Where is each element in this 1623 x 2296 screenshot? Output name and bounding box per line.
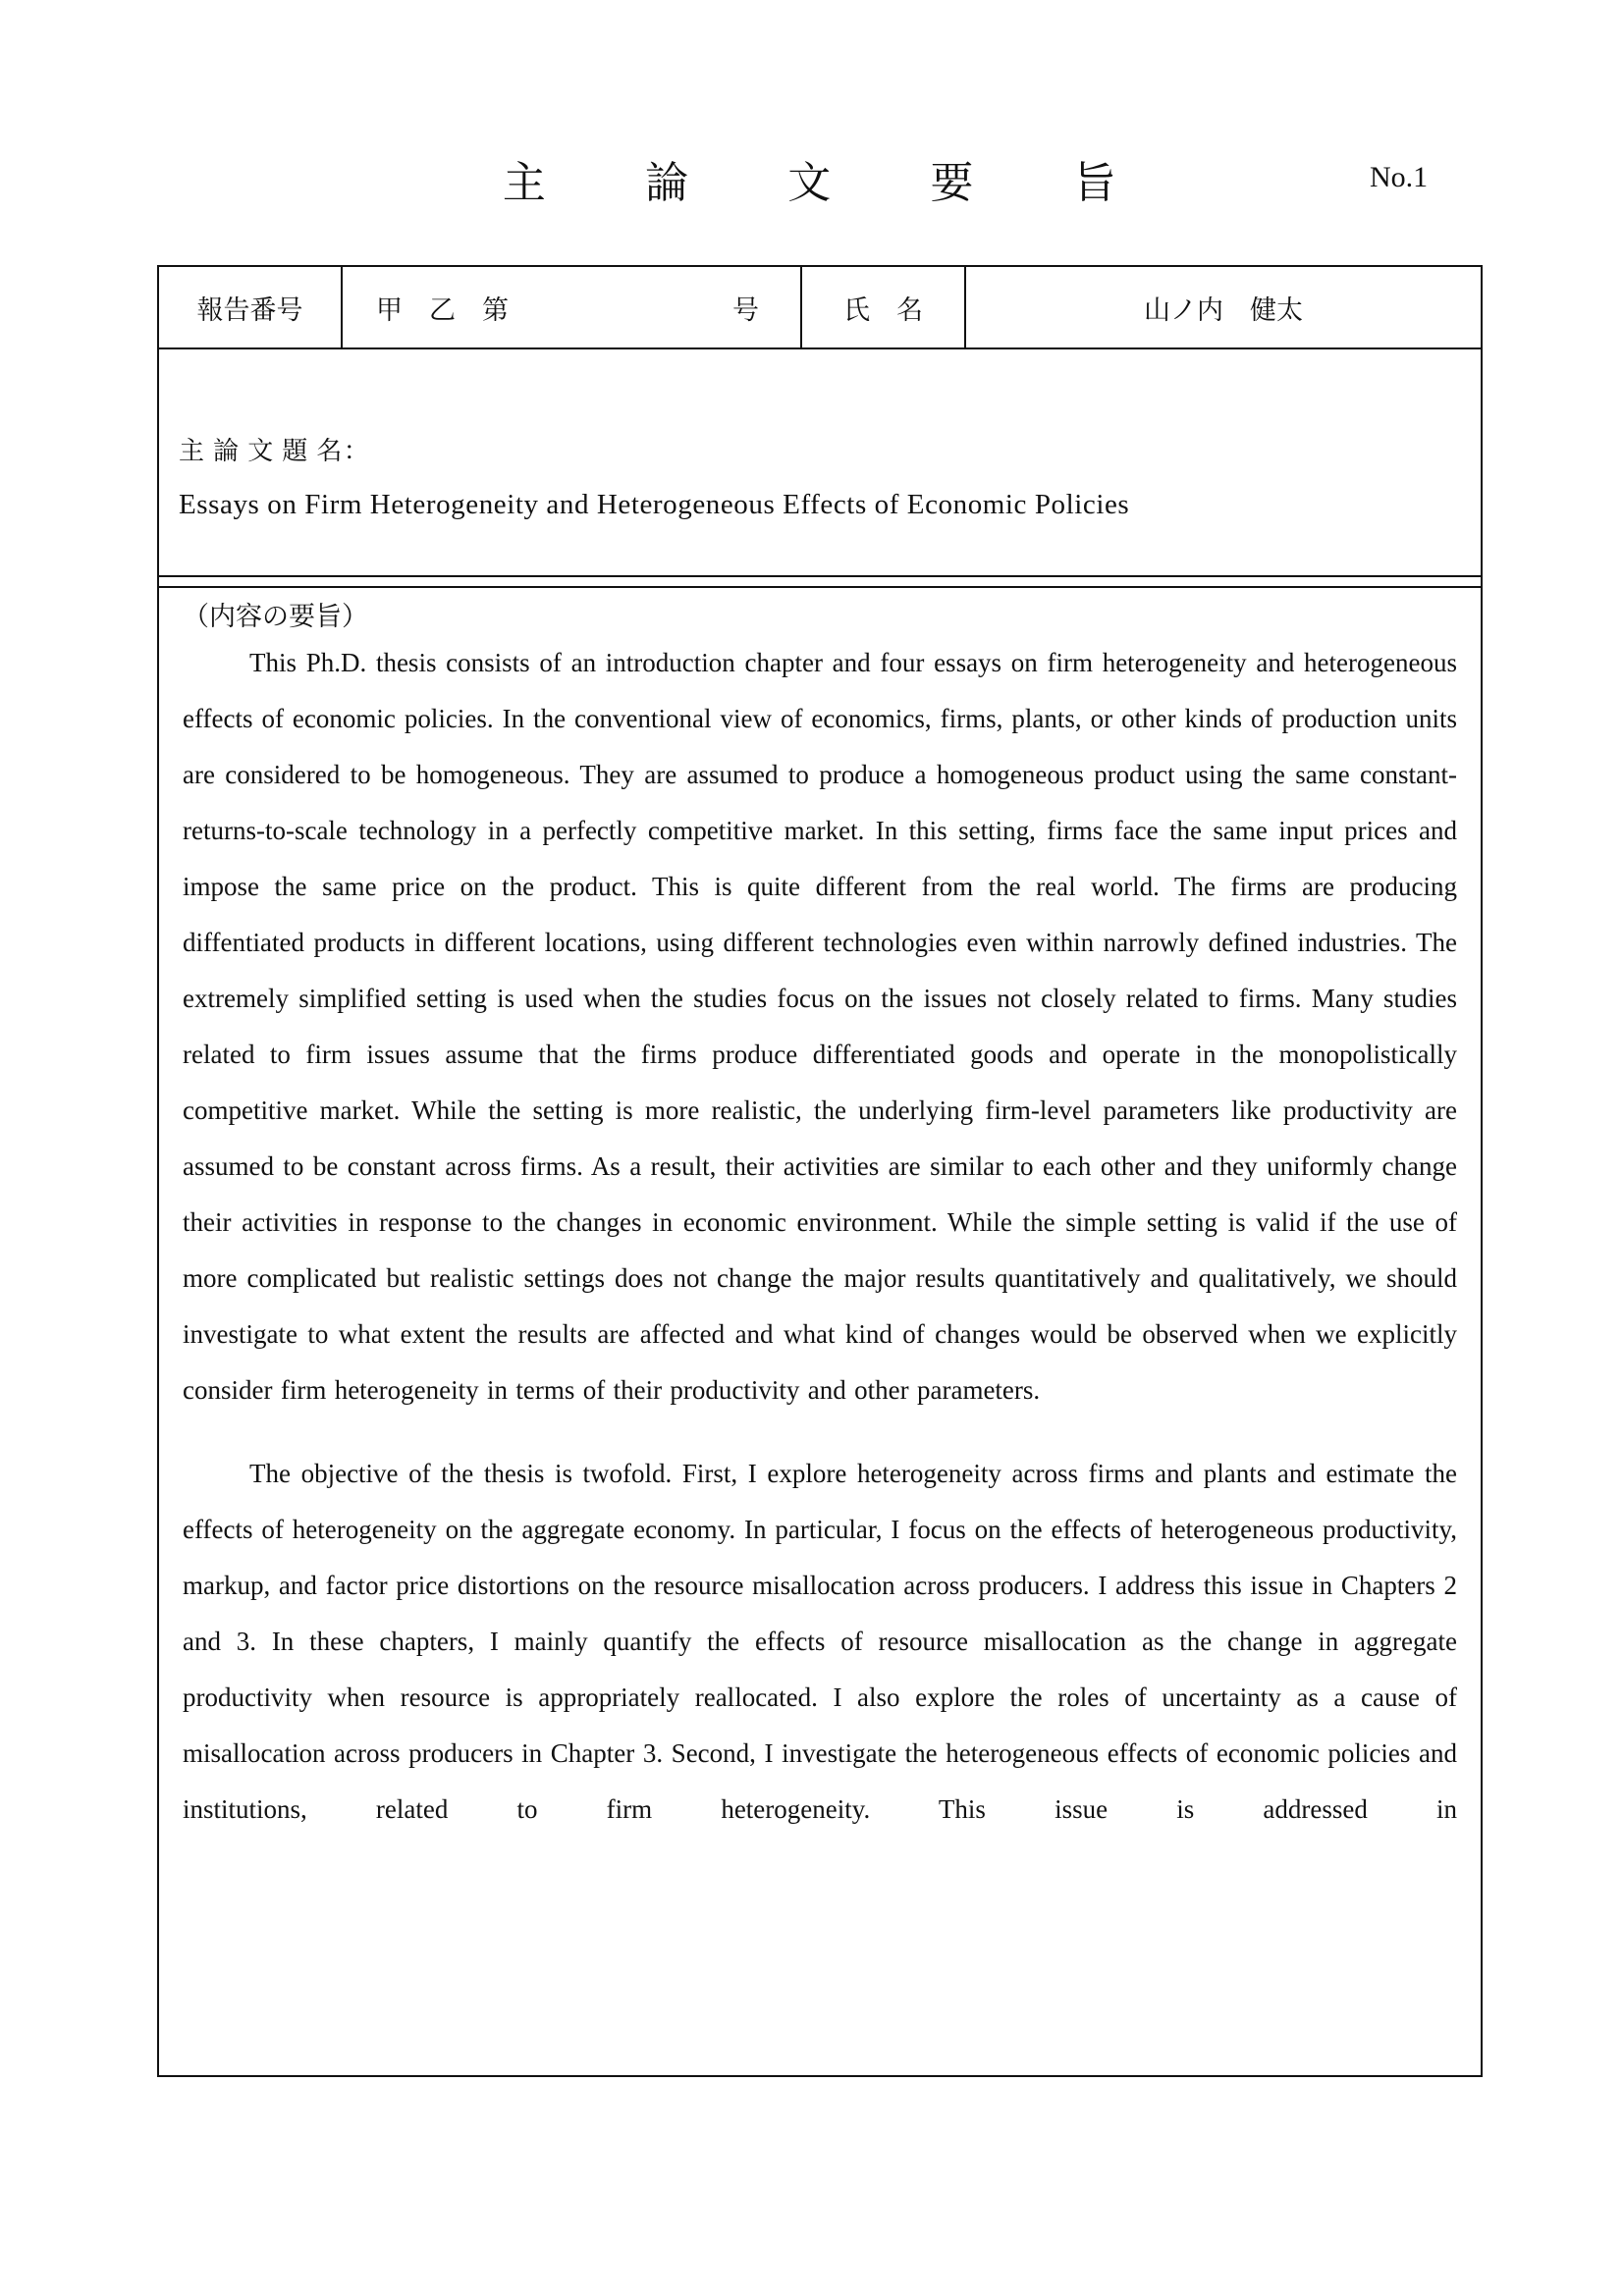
document-header <box>0 147 1623 226</box>
report-number-row <box>158 266 1482 348</box>
abstract-heading: （内容の要旨） <box>183 602 368 631</box>
thesis-title-label: 主 論 文 題 名： <box>179 436 371 465</box>
thesis-title-cell <box>158 348 1482 587</box>
report-number-value-cell <box>342 266 801 348</box>
thesis-title-text: Essays on Firm Heterogeneity and Heterogeneous Effects of Economic Policies <box>179 488 1130 520</box>
abstract-paragraph-1: This Ph.D. thesis consists of an introduction chapter and four essays on firm heterogeneity and heterogeneous effects of economic policies. In the conventional view of economics, firms, plants, or other kinds of production units are considered to be homogeneous. They are assumed to produce a homogeneous product using the same constant-returns-to-scale technology in a perfectly competitive market. In this setting, firms face the same input prices and impose the same price on the product. This is quite different from the real world. The firms are producing diffentiated products in different locations, using different technologies even within narrowly defined industries. The extremely simplified setting is used when the studies focus on the issues not closely related to firms. Many studies related to firm issues assume that the firms produce differentiated goods and operate in the monopolistically competitive market. While the setting is more realistic, the underlying firm-level parameters like productivity are assumed to be constant across firms. As a result, their activities are similar to each other and they uniformly change their activities in response to the changes in economic environment. While the simple setting is valid if the use of more complicated but realistic settings does not change the major results quantitatively and qualitatively, we should investigate to what extent the results are affected and what kind of changes would be observed when we explicitly consider firm heterogeneity in terms of their productivity and other parameters. <box>183 648 1457 1405</box>
author-name-value-cell: 山ノ内 健太 <box>965 266 1482 348</box>
page-title: 主 論 文 要 旨 <box>502 159 1121 207</box>
page-number: No.1 <box>1370 161 1429 193</box>
info-table <box>157 265 1483 588</box>
thesis-title-row <box>158 348 1482 587</box>
report-number-label-cell: 報告番号 <box>158 266 342 348</box>
report-number-value <box>343 289 800 327</box>
abstract-box <box>157 575 1483 2077</box>
author-name-label-cell: 氏 名 <box>801 266 965 348</box>
abstract-paragraph-2: The objective of the thesis is twofold. First, I explore heterogeneity across firms and plants and estimate the effects of heterogeneity on the aggregate economy. In particular, I focus on the effects of heterogeneous productivity, markup, and factor price distortions on the resource misallocation across producers. I address this issue in Chapters 2 and 3. In these chapters, I mainly quantify the effects of resource misallocation as the change in aggregate productivity when resource is appropriately reallocated. I also explore the roles of uncertainty as a cause of misallocation across producers in Chapter 3. Second, I investigate the heterogeneous effects of economic policies and institutions, related to firm heterogeneity. This issue is addressed in <box>183 1459 1457 1824</box>
report-number-suffix: 号 <box>732 294 759 325</box>
report-number-prefix: 甲 乙 第 <box>376 294 509 325</box>
